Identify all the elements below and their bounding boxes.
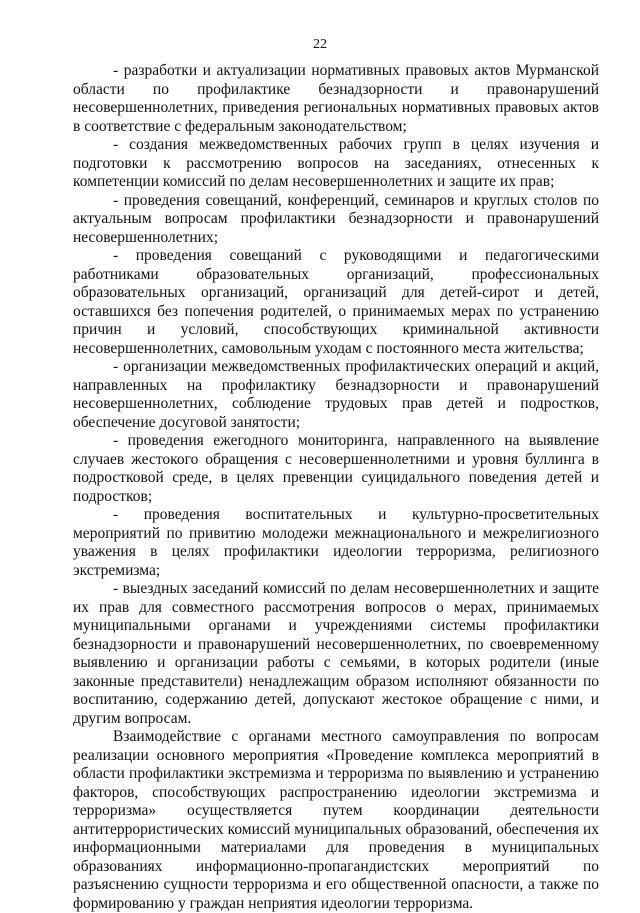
document-body xyxy=(73,62,599,913)
list-item: - проведения совещаний с руководящими и педагогическими работниками образовательных организаций, профессиональных образовательных организаций, организаций для детей-сирот и детей, оставшихся без попечения родителей, о принимаемых мерах по устранению причин и условий, способствующих криминальной активности несовершеннолетних, самовольным уходам с постоянного места жительства; xyxy=(73,247,599,357)
list-item: - создания межведомственных рабочих групп в целях изучения и подготовки к рассмотрению вопросов на заседаниях, отнесенных к компетенции комиссий по делам несовершеннолетних и защите их прав; xyxy=(73,136,599,190)
list-item: - проведения ежегодного мониторинга, направленного на выявление случаев жестокого обращения с несовершеннолетними и уровня буллинга в подростковой среде, в целях превенции суицидального поведения детей и подростков; xyxy=(73,432,599,505)
list-item: - организации межведомственных профилактических операций и акций, направленных на профилактику безнадзорности и правонарушений несовершеннолетних, соблюдение трудовых прав детей и подростков, обеспечение досуговой занятости; xyxy=(73,358,599,431)
list-item: - разработки и актуализации нормативных правовых актов Мурманской области по профилактике безнадзорности и правонарушений несовершеннолетних, приведения региональных нормативных правовых актов в соответствие с федеральным законодательством; xyxy=(73,62,599,135)
page-number: 22 xyxy=(313,37,327,52)
list-item: - выездных заседаний комиссий по делам несовершеннолетних и защите их прав для совместного рассмотрения вопросов о мерах, принимаемых муниципальными органами и учреждениями системы профилактики безнадзорности и правонарушений несовершеннолетних, по своевременному выявлению и организации работы с семьями, в которых родители (иные законные представители) ненадлежащим образом исполняют обязанности по воспитанию, содержанию детей, допускают жестокое обращение с ними, и другим вопросам. xyxy=(73,580,599,727)
list-item: - проведения воспитательных и культурно-просветительных мероприятий по привитию молодежи межнационального и межрелигиозного уважения в целях профилактики идеологии терроризма, религиозного экстремизма; xyxy=(73,506,599,579)
closing-paragraph: Взаимодействие с органами местного самоуправления по вопросам реализации основного мероприятия «Проведение комплекса мероприятий в области профилактики экстремизма и терроризма по выявлению и устранению факторов, способствующих распространению идеологии экстремизма и терроризма» осуществляется путем координации деятельности антитеррористических комиссий муниципальных образований, обеспечения их информационными материалами для проведения в муниципальных образованиях информационно-пропагандистских мероприятий по разъяснению сущности терроризма и его общественной опасности, а также по формированию у граждан неприятия идеологии терроризма. xyxy=(73,728,599,912)
list-item: - проведения совещаний, конференций, семинаров и круглых столов по актуальным вопросам профилактики безнадзорности и правонарушений несовершеннолетних; xyxy=(73,191,599,246)
